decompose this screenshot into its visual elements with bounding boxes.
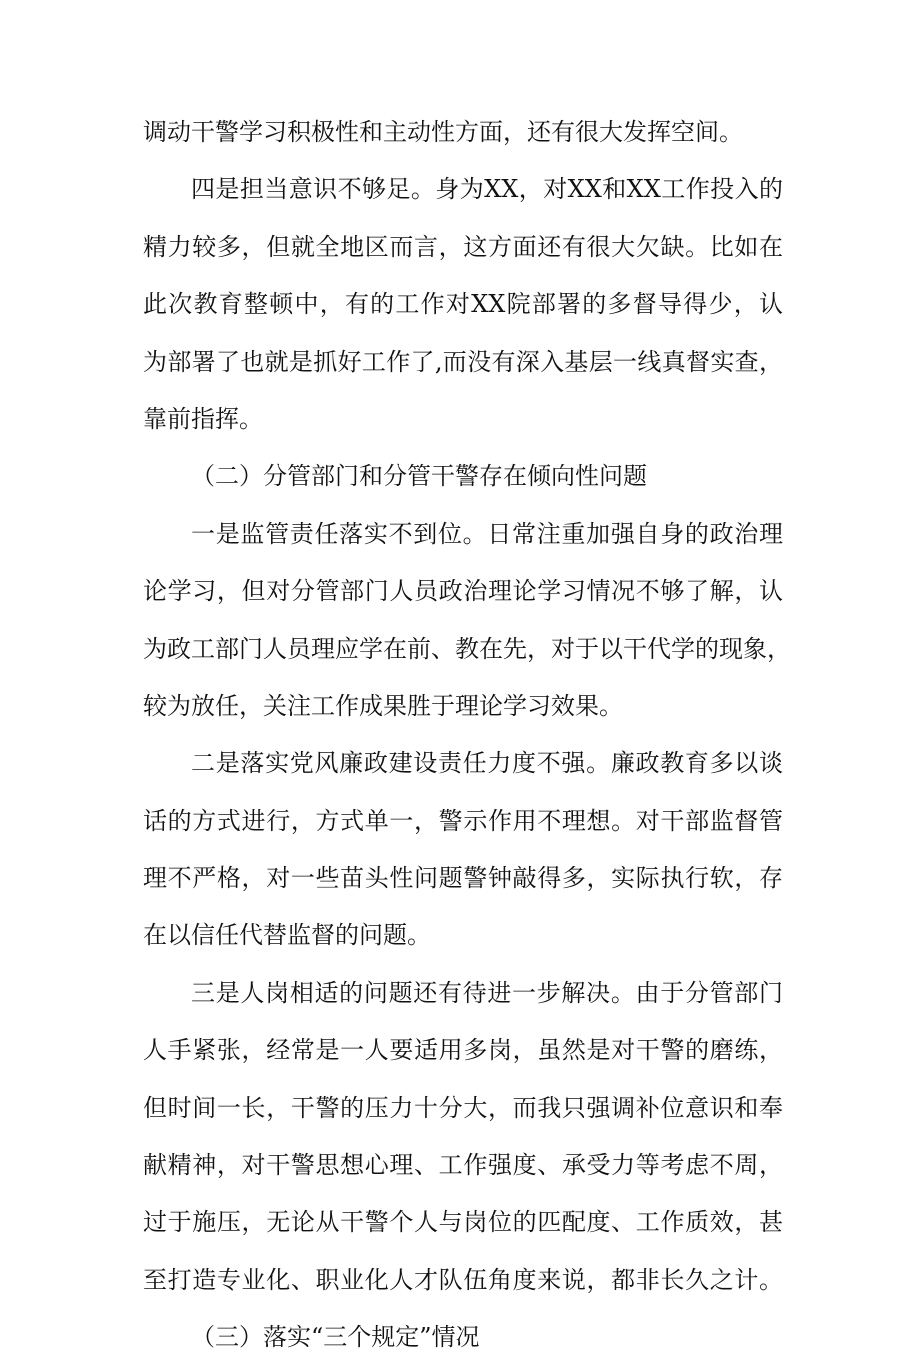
paragraph-first-line: 一是监管责任落实不到位。日常注重加强自身的政治理 xyxy=(191,519,783,548)
paragraph-line: 靠前指挥。 xyxy=(143,404,263,433)
document-body xyxy=(143,104,791,1367)
section-heading: （二）分管部门和分管干警存在倾向性问题 xyxy=(191,462,647,491)
paragraph-line: 人手紧张，经常是一人要适用多岗，虽然是对干警的磨练， xyxy=(143,1036,783,1065)
paragraph-line: 但时间一长，干警的压力十分大，而我只强调补位意识和奉 xyxy=(143,1093,783,1122)
paragraph-line: 话的方式进行，方式单一，警示作用不理想。对干部监督管 xyxy=(143,806,783,835)
paragraph-line: 过于施压，无论从干警个人与岗位的匹配度、工作质效，甚 xyxy=(143,1208,783,1237)
paragraph-line: 精力较多，但就全地区而言，这方面还有很大欠缺。比如在 xyxy=(143,232,783,261)
paragraph-line: 较为放任，关注工作成果胜于理论学习效果。 xyxy=(143,691,623,720)
paragraph-first-line: 四是担当意识不够足。身为XX，对XX和XX工作投入的 xyxy=(191,175,783,204)
paragraph-line: 为政工部门人员理应学在前、教在先，对于以干代学的现象， xyxy=(143,634,791,663)
paragraph-line: 献精神，对干警思想心理、工作强度、承受力等考虑不周， xyxy=(143,1151,783,1180)
paragraph-first-line: 三是人岗相适的问题还有待进一步解决。由于分管部门 xyxy=(191,978,783,1007)
paragraph-line: 调动干警学习积极性和主动性方面，还有很大发挥空间。 xyxy=(143,118,743,146)
paragraph-line: 在以信任代替监督的问题。 xyxy=(143,921,431,950)
paragraph-line: 此次教育整顿中，有的工作对XX院部署的多督导得少，认 xyxy=(143,290,783,319)
paragraph-line: 为部署了也就是抓好工作了,而没有深入基层一线真督实查， xyxy=(143,347,783,376)
section-heading: （三）落实“三个规定”情况 xyxy=(191,1323,480,1352)
paragraph-line: 至打造专业化、职业化人才队伍角度来说，都非长久之计。 xyxy=(143,1265,783,1294)
paragraph-line: 论学习，但对分管部门人员政治理论学习情况不够了解，认 xyxy=(143,577,783,606)
paragraph-line: 理不严格，对一些苗头性问题警钟敲得多，实际执行软，存 xyxy=(143,864,783,893)
paragraph-first-line: 二是落实党风廉政建设责任力度不强。廉政教育多以谈 xyxy=(191,749,783,778)
